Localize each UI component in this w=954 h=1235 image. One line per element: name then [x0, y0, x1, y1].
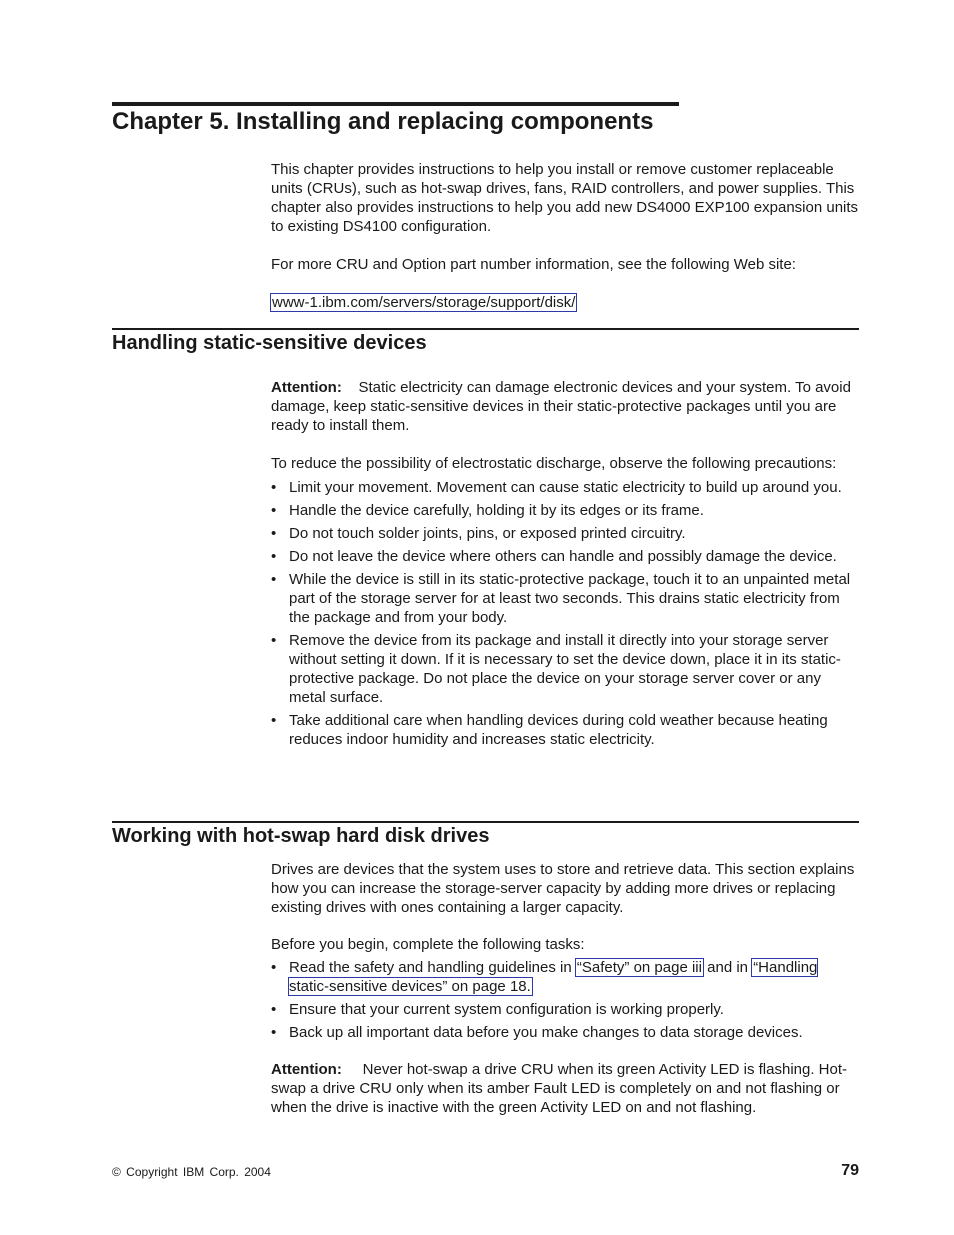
list-item: • Do not leave the device where others can handle and possibly damage the device. [271, 547, 861, 566]
section-rule-static [112, 328, 859, 330]
more-info-text: For more CRU and Option part number information, see the following Web site: [271, 256, 796, 273]
static-attention [271, 378, 861, 435]
chapter-rule [112, 102, 679, 106]
copyright-notice: © Copyright IBM Corp. 2004 [112, 1165, 271, 1179]
section-title-hotswap: Working with hot-swap hard disk drives [112, 825, 490, 847]
list-item: • Handle the device carefully, holding it by its edges or its frame. [271, 501, 861, 520]
list-item: • Do not touch solder joints, pins, or exposed printed circuitry. [271, 524, 861, 543]
hotswap-intro: Drives are devices that the system uses to store and retrieve data. This section explains how you can increase the storage-server capacity by adding more drives or replacing existing drives with ones containing a larger capacity. [271, 861, 855, 916]
precautions-intro: To reduce the possibility of electrostatic discharge, observe the following precautions: [271, 455, 837, 472]
hotswap-attention [271, 1060, 861, 1117]
page-number: 79 [841, 1162, 859, 1179]
list-item: • Limit your movement. Movement can cause static electricity to build up around you. [271, 478, 861, 497]
safety-page-link[interactable]: “Safety” on page iii [576, 959, 702, 976]
list-item: • While the device is still in its static-protective package, touch it to an unpainted metal part of the storage server for at least two seconds. This drains static electricity from the package and from your body. [271, 570, 861, 627]
task1-mid: and in [707, 959, 749, 976]
list-item: • Remove the device from its package and install it directly into your storage server without setting it down. If it is necessary to set the device down, place it in its static-protective package. Do not place the device on your storage server cover or any metal surface. [271, 631, 861, 707]
tasks-intro: Before you begin, complete the following tasks: [271, 936, 585, 953]
handling-static-link[interactable]: “Handling static-sensitive devices” on page 18. [289, 959, 818, 995]
support-web-link[interactable]: www-1.ibm.com/servers/storage/support/disk/ [272, 294, 576, 311]
list-item: • Back up all important data before you make changes to data storage devices. [271, 1023, 861, 1042]
section-title-static: Handling static-sensitive devices [112, 332, 427, 354]
hotswap-section-body [271, 860, 861, 1117]
attention-label: Attention: [271, 1061, 342, 1078]
attention-text: Static electricity can damage electronic devices and your system. To avoid damage, keep static-sensitive devices in their static-protective packages until you are ready to install them. [271, 379, 851, 434]
attention-label: Attention: [271, 379, 342, 396]
list-item: • Ensure that your current system configuration is working properly. [271, 1000, 861, 1019]
chapter-intro: This chapter provides instructions to help you install or remove customer replaceable units (CRUs), such as hot-swap drives, fans, RAID controllers, and power supplies. This chapter also provides instructions to help you add new DS4000 EXP100 expansion units to existing DS4100 configuration. [271, 161, 859, 235]
list-item: • Take additional care when handling devices during cold weather because heating reduces indoor humidity and increases static electricity. [271, 711, 861, 749]
section-rule-hotswap [112, 821, 859, 823]
tasks-list [271, 958, 861, 1042]
chapter-intro-block [271, 160, 861, 312]
task1-prefix: Read the safety and handling guidelines in [289, 959, 572, 976]
static-section-body [271, 378, 861, 749]
attention-text: Never hot-swap a drive CRU when its green Activity LED is flashing. Hot-swap a drive CRU only when its amber Fault LED is completely on and not flashing or when the drive is inactive with the green Activity LED on and not flashing. [271, 1061, 848, 1116]
list-item [271, 958, 861, 996]
precautions-list [271, 478, 861, 749]
chapter-title: Chapter 5. Installing and replacing components [112, 108, 654, 135]
